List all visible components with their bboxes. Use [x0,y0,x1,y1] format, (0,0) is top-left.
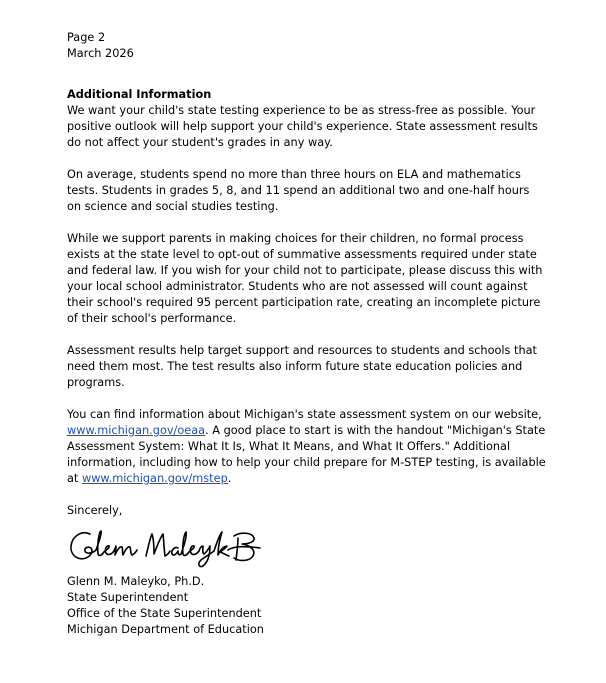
mstep-link[interactable]: www.michigan.gov/mstep [81,472,228,485]
page-number: Page 2 [67,31,106,44]
more-info-middle: . A good place to start is with the handout "Michigan's State Assessment System: What It Is, What It Means, and What It Offers." Additional information, including how to help your child prepare for M-STEP testing, is available at [67,424,546,485]
letter-page [67,30,547,638]
signature-image [68,524,268,570]
section-heading: Additional Information [67,88,212,101]
more-info-end: . [227,472,232,485]
oeaa-link[interactable]: www.michigan.gov/oeaa [67,424,206,437]
paragraph-opt-out: While we support parents in making choices for their children, no formal process exists at the state level to opt-out of summative assessments required under state and federal law. If you wish for your child not to participate, please discuss this with your local school administrator. Students who are not assessed will count against their school's required 95 percent participation rate, creating an incomplete picture of their school's performance. [67,232,543,325]
salutation: Sincerely, [67,504,123,517]
signer-office: Office of the State Superintendent [67,607,262,620]
signer-name: Glenn M. Maleyko, Ph.D. [67,575,205,588]
paragraph-stress-free: We want your child's state testing experience to be as stress-free as possible. Your positive outlook will help support your child's experience. State assessment results do not affect your student's grades in any way. [67,104,538,149]
paragraph-testing-time: On average, students spend no more than three hours on ELA and mathematics tests. Students in grades 5, 8, and 11 spend an additional two and one-half hours on science and social studies testing. [67,168,530,213]
letter-date: March 2026 [67,47,134,60]
more-info-intro: You can find information about Michigan's state assessment system on our website, [67,408,542,421]
signer-title: State Superintendent [67,591,189,604]
paragraph-assessment-results: Assessment results help target support and resources to students and schools that need them most. The test results also inform future state education policies and programs. [67,344,537,389]
paragraph-more-info [67,407,547,487]
signer-department: Michigan Department of Education [67,623,264,636]
